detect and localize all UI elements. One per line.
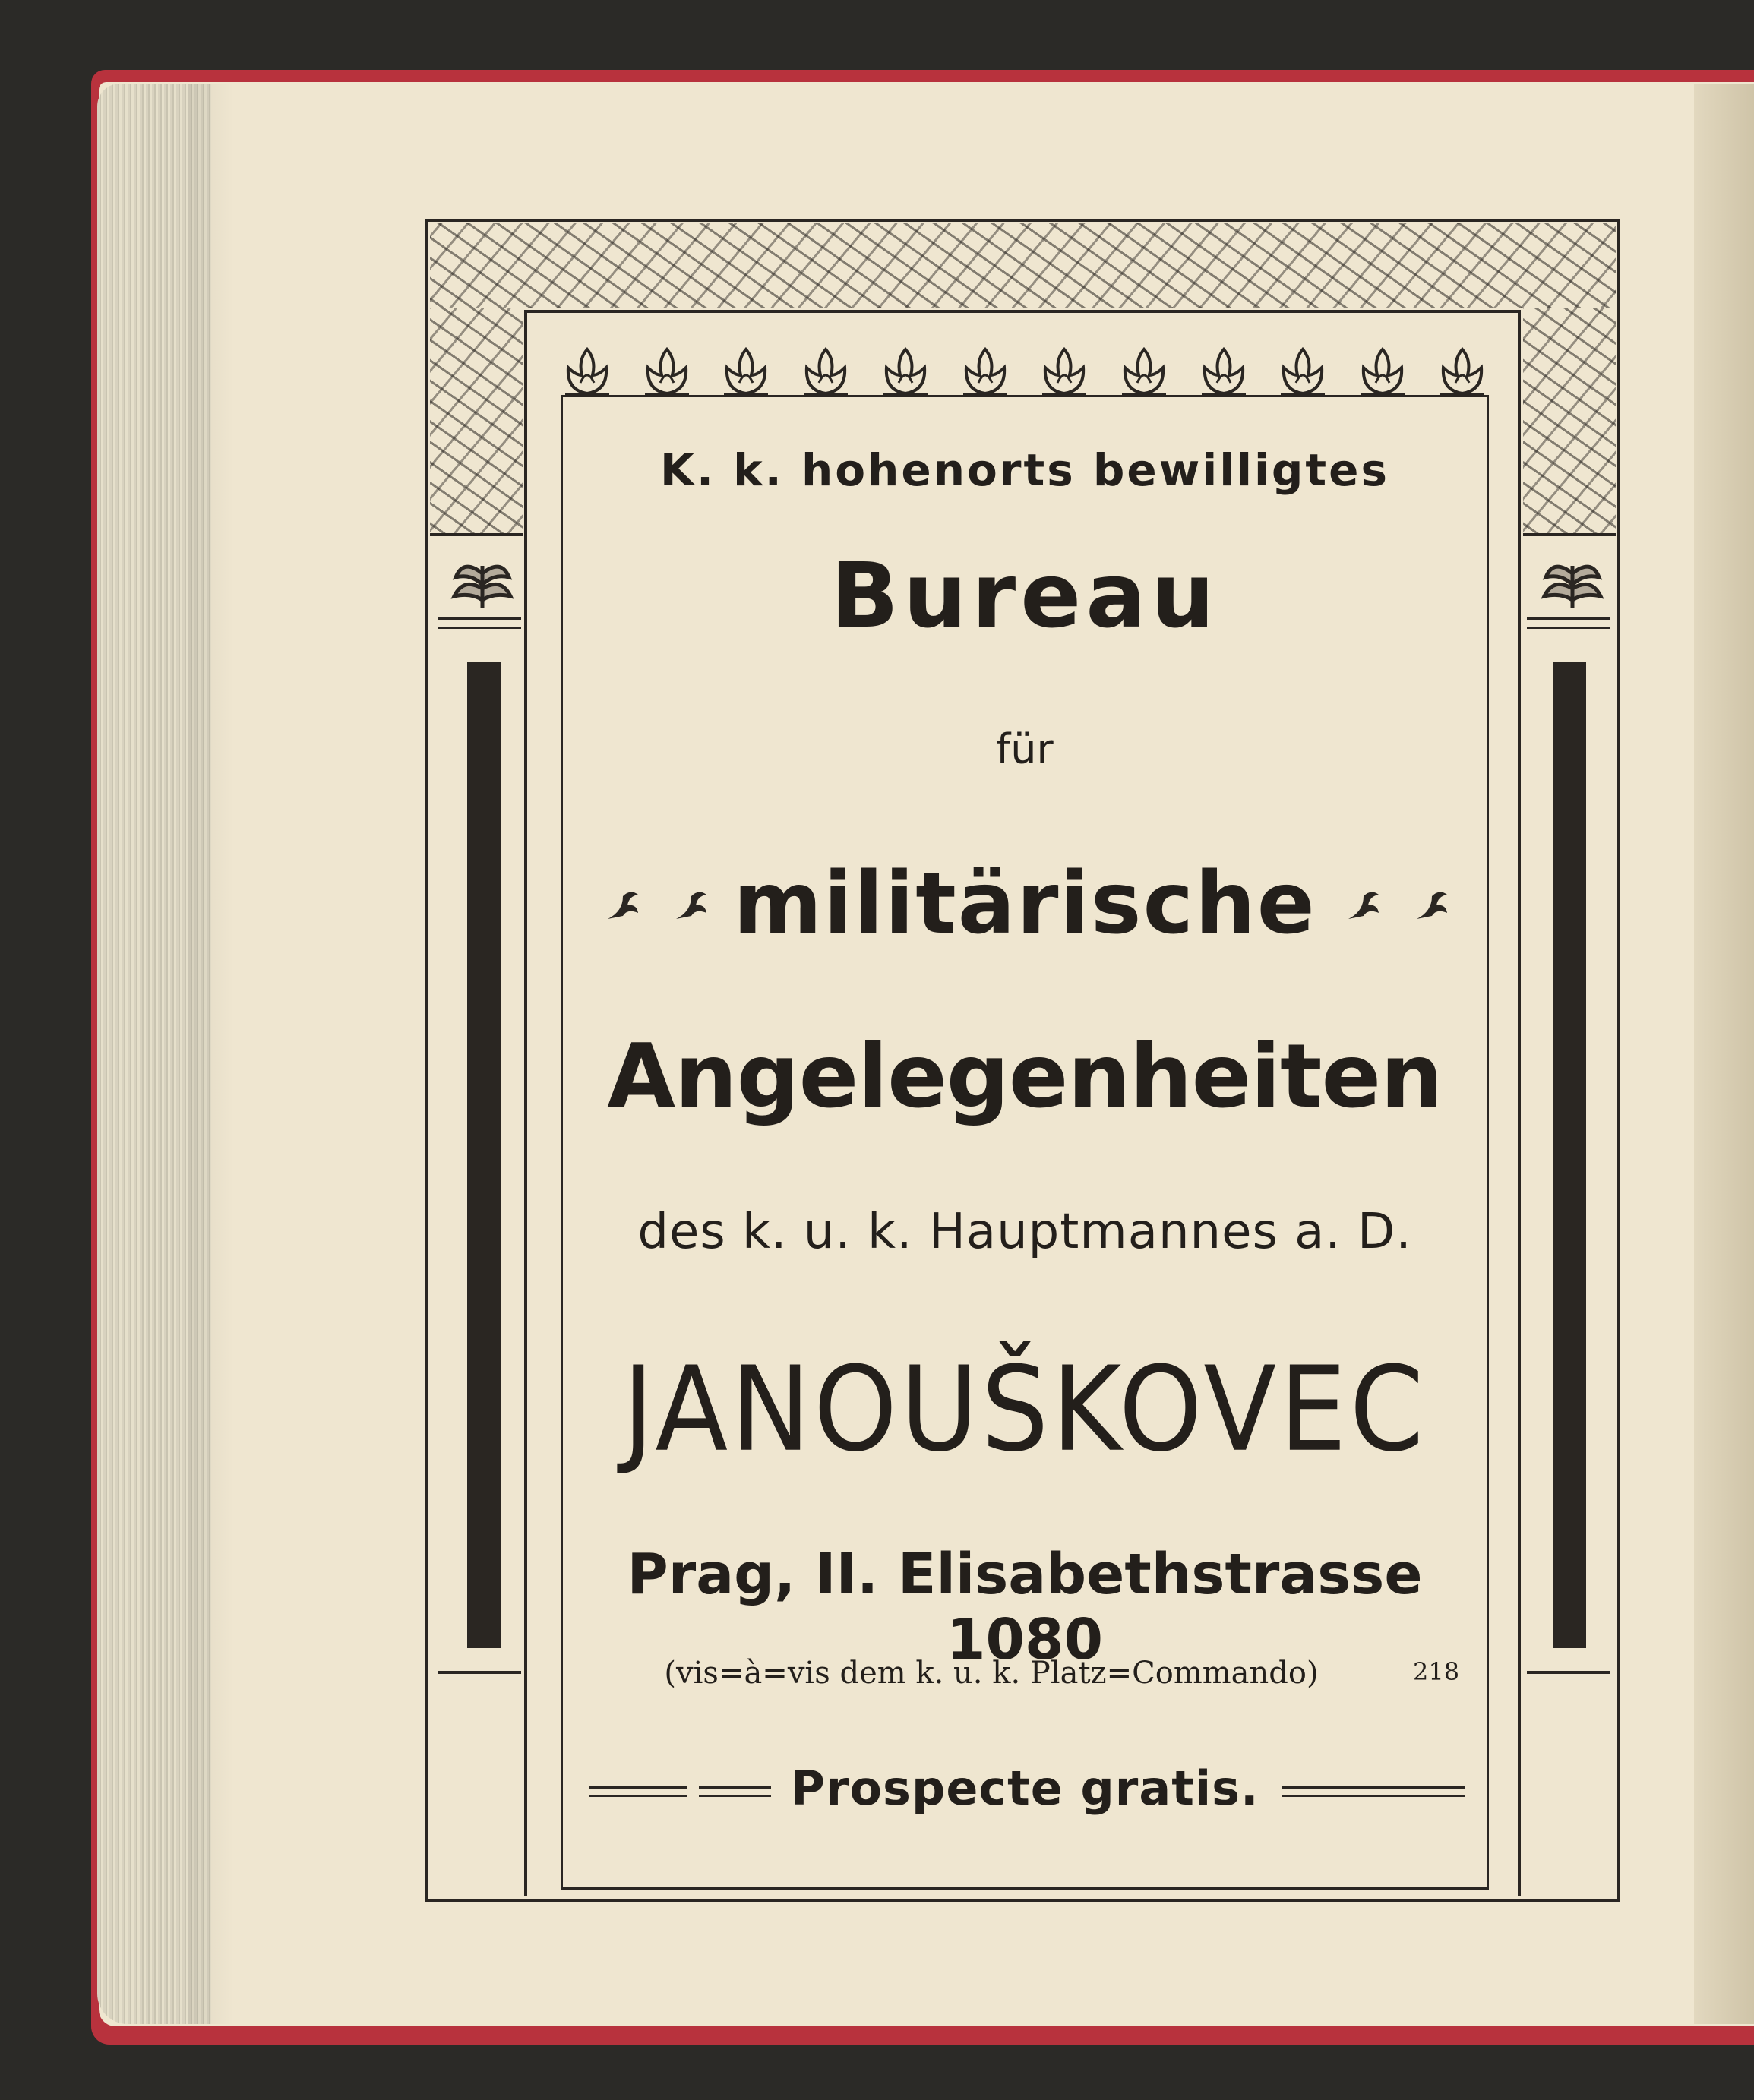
fleuron-icon [600,881,646,927]
tulip-icon [1434,345,1490,399]
double-rule [1282,1786,1465,1797]
double-rule [589,1786,687,1797]
heading-bureau: Bureau [830,543,1219,648]
side-rule [438,617,521,620]
address-note: (vis=à=vis dem k. u. k. Platz=Commando) [664,1656,1319,1691]
side-rule [1527,1671,1610,1674]
book-gutter [1694,84,1754,2024]
tulip-icon [1354,345,1411,399]
double-rule [699,1786,771,1797]
tulip-icon [1196,345,1252,399]
side-rule [438,1671,521,1674]
side-rule [1527,627,1610,629]
tulip-icon [877,345,934,399]
page-number: 218 [1413,1657,1460,1686]
fleuron-icon [1341,881,1386,927]
tulip-icon [639,345,695,399]
frame-pattern-right [1523,308,1616,536]
page-stack-edge [97,84,211,2024]
heading-angelegenheiten: Angelegenheiten [607,1025,1443,1128]
tulip-icon [1116,345,1172,399]
side-rule [438,627,521,629]
tulip-icon [957,345,1013,399]
heading-militaerische: militärische [733,854,1316,953]
tulip-icon [718,345,774,399]
license-line: K. k. hohenorts bewilligtes [660,444,1389,496]
side-bar-right [1553,662,1586,1648]
owner-name: JANOUŠKOVEC [622,1341,1427,1479]
tulip-icon [798,345,854,399]
tulip-ornament-row [559,343,1490,399]
leaf-icon [1538,551,1607,611]
address: Prag, II. Elisabethstrasse 1080 [627,1542,1423,1672]
tulip-icon [1275,345,1331,399]
tulip-icon [1036,345,1092,399]
fleuron-icon [1409,881,1455,927]
tulip-icon [559,345,615,399]
leaf-icon [448,551,517,611]
prospecte-line: Prospecte gratis. [790,1761,1259,1816]
frame-pattern-top [430,223,1616,308]
word-fuer: für [996,725,1054,773]
fleuron-icon [668,881,714,927]
owner-title: des k. u. k. Hauptmannes a. D. [637,1204,1412,1260]
frame-pattern-left [430,308,523,536]
side-rule [1527,617,1610,620]
side-bar-left [467,662,501,1648]
